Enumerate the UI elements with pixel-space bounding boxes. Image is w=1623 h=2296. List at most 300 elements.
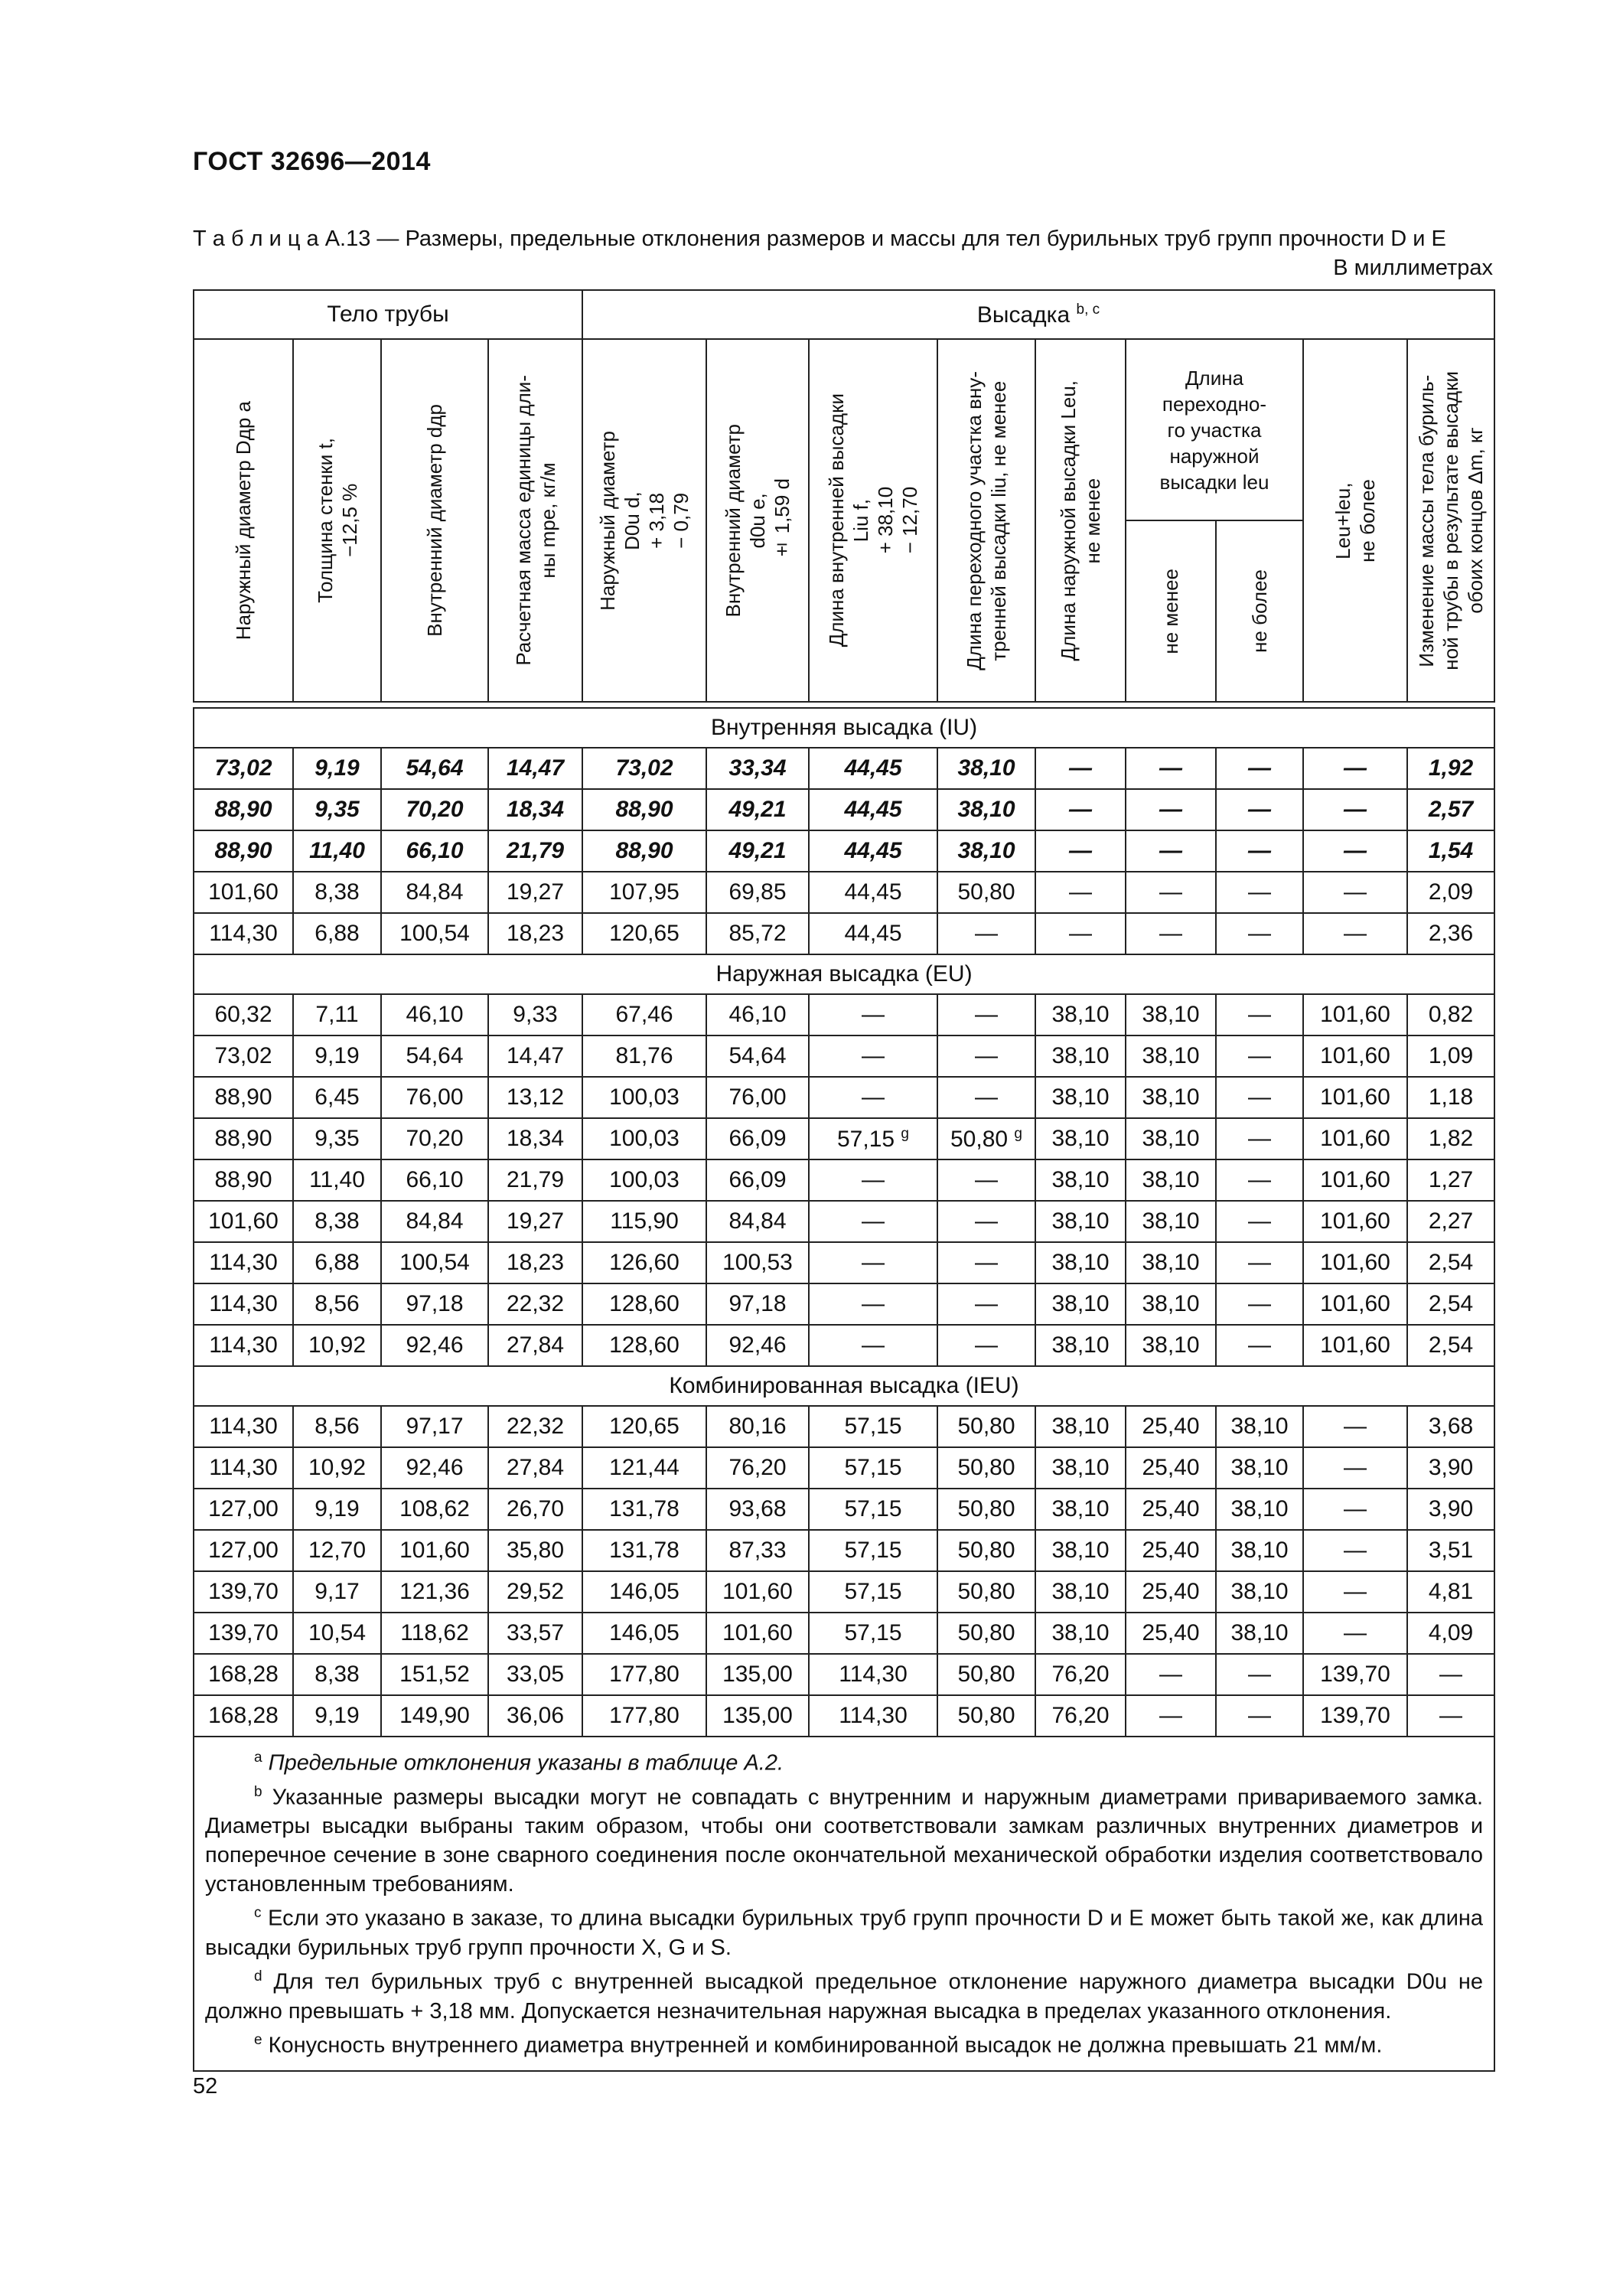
table-cell: 25,40 (1126, 1613, 1216, 1654)
table-cell: 87,33 (706, 1530, 809, 1571)
table-cell: 101,60 (1303, 1035, 1407, 1077)
table-cell: 4,81 (1407, 1571, 1494, 1613)
footnotes (194, 1737, 1494, 2071)
table-cell: 38,10 (1035, 1077, 1126, 1118)
document-header: ГОСТ 32696—2014 (193, 147, 431, 176)
table-cell: 46,10 (381, 994, 488, 1035)
table-row (194, 1077, 1494, 1118)
table-cell: 38,10 (1126, 1035, 1216, 1077)
table-cell: 168,28 (194, 1695, 293, 1737)
table-cell: — (1216, 913, 1303, 954)
table-cell: 22,32 (488, 1283, 582, 1325)
table-cell: 126,60 (582, 1242, 706, 1283)
table-cell: 69,85 (706, 872, 809, 913)
table-cell: 50,80 (937, 1489, 1035, 1530)
table-cell: — (1126, 872, 1216, 913)
table-cell: 33,34 (706, 748, 809, 789)
table-cell: 121,44 (582, 1447, 706, 1489)
table-cell: 3,90 (1407, 1489, 1494, 1530)
table-row (194, 1530, 1494, 1571)
table-cell: 9,33 (488, 994, 582, 1035)
table-cell: 60,32 (194, 994, 293, 1035)
table-cell: — (1303, 1613, 1407, 1654)
table-cell: — (1216, 1159, 1303, 1201)
table-cell: — (1303, 1447, 1407, 1489)
table-row (194, 830, 1494, 872)
table-row (194, 748, 1494, 789)
table-cell: 54,64 (381, 748, 488, 789)
table-row (194, 1035, 1494, 1077)
table-cell: — (937, 1077, 1035, 1118)
table-cell: 25,40 (1126, 1406, 1216, 1447)
table-cell: 88,90 (194, 1159, 293, 1201)
section-header-row (194, 954, 1494, 994)
table-cell: 101,60 (1303, 1118, 1407, 1159)
table-cell: — (1407, 1654, 1494, 1695)
table-cell: 35,80 (488, 1530, 582, 1571)
table-cell: — (1216, 1283, 1303, 1325)
table-cell: 76,20 (706, 1447, 809, 1489)
table-cell: 114,30 (809, 1695, 937, 1737)
table-cell: 38,10 (1035, 994, 1126, 1035)
table-cell: 76,00 (706, 1077, 809, 1118)
table-cell: 100,03 (582, 1077, 706, 1118)
table-cell: 33,57 (488, 1613, 582, 1654)
page-number: 52 (193, 2074, 218, 2099)
table-cell: 115,90 (582, 1201, 706, 1242)
table-cell: — (809, 1035, 937, 1077)
table-cell: 2,54 (1407, 1283, 1494, 1325)
section-header-row (194, 708, 1494, 748)
table-row (194, 1489, 1494, 1530)
table-cell: 101,60 (1303, 1201, 1407, 1242)
col-unit-mass: Расчетная масса единицы дли- ны mpe, кг/м (488, 339, 582, 702)
footnote-a: $^a$ Предельные отклонения указаны в таблице А.2. (254, 1750, 784, 1776)
table-cell: 100,03 (582, 1159, 706, 1201)
table-cell: 76,20 (1035, 1695, 1126, 1737)
table-cell: — (1126, 789, 1216, 830)
table-cell: 2,54 (1407, 1325, 1494, 1366)
table-cell: 38,10 (1126, 1077, 1216, 1118)
table-cell: 9,35 (293, 1118, 381, 1159)
table-cell: 114,30 (194, 913, 293, 954)
section-title: Внутренняя высадка (IU) (194, 708, 1494, 748)
table-row (194, 1571, 1494, 1613)
upset-footnote-marks: b, c (1076, 301, 1100, 318)
table-cell: — (1216, 789, 1303, 830)
table-cell: 3,51 (1407, 1530, 1494, 1571)
table-cell: 1,27 (1407, 1159, 1494, 1201)
table-cell: 38,10 (1035, 1242, 1126, 1283)
table-cell: 88,90 (194, 1077, 293, 1118)
table-cell: 66,10 (381, 1159, 488, 1201)
table-cell: — (1303, 1489, 1407, 1530)
table-cell: 76,00 (381, 1077, 488, 1118)
col-mass-change: Изменение массы тела буриль- ной трубы в результате высадки обоих концов Δm, кг (1407, 339, 1494, 702)
table-cell: 57,15 $^g$ (809, 1118, 937, 1159)
table-cell: — (1126, 1695, 1216, 1737)
table-cell: 101,60 (1303, 1077, 1407, 1118)
table-cell: 88,90 (194, 1118, 293, 1159)
header-divider (194, 702, 1494, 708)
table-row (194, 1447, 1494, 1489)
table-cell: 66,09 (706, 1159, 809, 1201)
table-cell: — (809, 1159, 937, 1201)
table-cell: 67,46 (582, 994, 706, 1035)
table-cell: — (1303, 748, 1407, 789)
table-cell: — (937, 913, 1035, 954)
table-cell: 97,17 (381, 1406, 488, 1447)
table-cell: 38,10 (937, 830, 1035, 872)
table-row (194, 1283, 1494, 1325)
table-cell: 46,10 (706, 994, 809, 1035)
table-cell: 38,10 (937, 789, 1035, 830)
table-cell: 50,80 (937, 1406, 1035, 1447)
table-cell: 44,45 (809, 789, 937, 830)
table-cell: 0,82 (1407, 994, 1494, 1035)
table-cell: 18,34 (488, 1118, 582, 1159)
col-upset-outer-diameter: Наружный диаметр D0u d, + 3,18 − 0,79 (582, 339, 706, 702)
table-container (193, 289, 1494, 2072)
table-cell: 50,80 (937, 1571, 1035, 1613)
table-row (194, 1201, 1494, 1242)
table-cell: — (937, 1035, 1035, 1077)
table-cell: 92,46 (706, 1325, 809, 1366)
table-cell: — (1035, 913, 1126, 954)
table-cell: 66,10 (381, 830, 488, 872)
table-cell: — (937, 1201, 1035, 1242)
table-cell: 101,60 (1303, 994, 1407, 1035)
table-cell: — (1216, 1325, 1303, 1366)
table-cell: 127,00 (194, 1489, 293, 1530)
table-cell: — (1216, 1035, 1303, 1077)
table-cell: 50,80 (937, 1654, 1035, 1695)
table-cell: — (809, 1283, 937, 1325)
table-cell: 114,30 (809, 1654, 937, 1695)
table-cell: 38,10 (1035, 1118, 1126, 1159)
table-cell: — (937, 994, 1035, 1035)
table-cell: — (809, 994, 937, 1035)
table-cell: 1,18 (1407, 1077, 1494, 1118)
table-cell: 19,27 (488, 1201, 582, 1242)
table-cell: 73,02 (582, 748, 706, 789)
table-cell: — (809, 1325, 937, 1366)
table-cell: 9,19 (293, 1035, 381, 1077)
table-cell: 9,19 (293, 1489, 381, 1530)
table-cell: 49,21 (706, 789, 809, 830)
table-cell: — (1303, 830, 1407, 872)
col-inner-diameter: Внутренний диаметр dдр (381, 339, 488, 702)
table-cell: 38,10 (1035, 1489, 1126, 1530)
table-cell: 50,80 (937, 1447, 1035, 1489)
table-cell: — (1216, 748, 1303, 789)
table-cell: 38,10 (1035, 1201, 1126, 1242)
table-cell: 49,21 (706, 830, 809, 872)
footnote-c: $^c$ Если это указано в заказе, то длина высадки бурильных труб групп прочности D и E может быть такой же, как длина высадки бурильных труб групп прочности X, G и S. (205, 1905, 1484, 1960)
table-cell: 100,03 (582, 1118, 706, 1159)
table-cell: 146,05 (582, 1613, 706, 1654)
table-cell: 114,30 (194, 1406, 293, 1447)
table-cell: 38,10 (1216, 1530, 1303, 1571)
table-cell: 38,10 (1216, 1447, 1303, 1489)
table-cell: 73,02 (194, 748, 293, 789)
table-cell: 80,16 (706, 1406, 809, 1447)
table-row (194, 1118, 1494, 1159)
table-cell: 57,15 (809, 1571, 937, 1613)
table-caption: Т а б л и ц а А.13 — Размеры, предельные отклонения размеров и массы для тел бурильных труб групп прочности D и E (193, 227, 1446, 251)
table-cell: 139,70 (1303, 1695, 1407, 1737)
table-cell: 38,10 (937, 748, 1035, 789)
table-body (194, 708, 1494, 1737)
table-cell: 57,15 (809, 1447, 937, 1489)
table-row (194, 1695, 1494, 1737)
table-cell: 93,68 (706, 1489, 809, 1530)
table-cell: 101,60 (706, 1613, 809, 1654)
table-cell: 18,23 (488, 913, 582, 954)
table-cell: 88,90 (582, 789, 706, 830)
table-cell: 38,10 (1126, 1118, 1216, 1159)
table-cell: 84,84 (381, 1201, 488, 1242)
table-cell: 3,68 (1407, 1406, 1494, 1447)
col-internal-taper-length: Длина переходного участка вну- тренней высадки liu, не менее (937, 339, 1035, 702)
table-cell: 38,10 (1035, 1035, 1126, 1077)
table-cell: — (1035, 789, 1126, 830)
table-cell: — (1216, 1242, 1303, 1283)
table-cell: 57,15 (809, 1489, 937, 1530)
table-cell: 44,45 (809, 830, 937, 872)
col-external-taper-length: Длина переходно- го участка наружной высадки leu (1126, 339, 1303, 520)
table-cell: — (1303, 1406, 1407, 1447)
table-cell: 100,53 (706, 1242, 809, 1283)
table-cell: — (809, 1077, 937, 1118)
data-table (193, 289, 1495, 2072)
table-cell: 11,40 (293, 1159, 381, 1201)
table-cell: 66,09 (706, 1118, 809, 1159)
table-cell: 81,76 (582, 1035, 706, 1077)
table-cell: 70,20 (381, 1118, 488, 1159)
table-cell: 101,60 (1303, 1242, 1407, 1283)
table-cell: 84,84 (381, 872, 488, 913)
table-cell: 4,09 (1407, 1613, 1494, 1654)
table-cell: 121,36 (381, 1571, 488, 1613)
table-cell: 177,80 (582, 1695, 706, 1737)
table-cell: 57,15 (809, 1530, 937, 1571)
table-cell: 120,65 (582, 1406, 706, 1447)
table-cell: 25,40 (1126, 1571, 1216, 1613)
table-cell: — (1126, 913, 1216, 954)
table-cell: 6,88 (293, 913, 381, 954)
table-cell: 8,56 (293, 1283, 381, 1325)
table-cell: 114,30 (194, 1242, 293, 1283)
table-cell: 27,84 (488, 1325, 582, 1366)
table-cell: — (1216, 1201, 1303, 1242)
table-cell: 88,90 (582, 830, 706, 872)
table-cell: 2,54 (1407, 1242, 1494, 1283)
table-cell: 11,40 (293, 830, 381, 872)
table-cell: 21,79 (488, 830, 582, 872)
table-cell: 21,79 (488, 1159, 582, 1201)
table-cell: 101,60 (1303, 1325, 1407, 1366)
table-cell: 38,10 (1126, 1242, 1216, 1283)
table-cell: 38,10 (1035, 1447, 1126, 1489)
table-cell: 73,02 (194, 1035, 293, 1077)
table-cell: 92,46 (381, 1447, 488, 1489)
table-cell: — (1216, 994, 1303, 1035)
table-cell: — (1035, 872, 1126, 913)
table-cell: 44,45 (809, 872, 937, 913)
table-cell: 38,10 (1216, 1613, 1303, 1654)
table-cell: — (1216, 1654, 1303, 1695)
table-cell: — (937, 1325, 1035, 1366)
table-cell: 13,12 (488, 1077, 582, 1118)
table-cell: 18,34 (488, 789, 582, 830)
table-cell: — (1303, 1530, 1407, 1571)
table-cell: — (1216, 1118, 1303, 1159)
table-cell: 101,60 (194, 1201, 293, 1242)
table-cell: — (1035, 748, 1126, 789)
table-cell: 101,60 (1303, 1283, 1407, 1325)
table-cell: 2,57 (1407, 789, 1494, 830)
col-internal-upset-length: Длина внутренней высадки Liu f, + 38,10 − 12,70 (809, 339, 937, 702)
table-row (194, 1406, 1494, 1447)
table-row (194, 1242, 1494, 1283)
table-cell: 14,47 (488, 1035, 582, 1077)
table-cell: 38,10 (1126, 1159, 1216, 1201)
table-cell: 9,17 (293, 1571, 381, 1613)
table-cell: 114,30 (194, 1283, 293, 1325)
table-cell: 7,11 (293, 994, 381, 1035)
col-total-external-length: Leu+leu, не более (1303, 339, 1407, 702)
table-cell: — (937, 1283, 1035, 1325)
table-row (194, 994, 1494, 1035)
table-cell: 149,90 (381, 1695, 488, 1737)
table-cell: 38,10 (1035, 1571, 1126, 1613)
table-cell: 128,60 (582, 1283, 706, 1325)
table-cell: 12,70 (293, 1530, 381, 1571)
table-cell: 10,92 (293, 1325, 381, 1366)
table-cell: 50,80 (937, 1613, 1035, 1654)
table-cell: 6,88 (293, 1242, 381, 1283)
table-cell: 33,05 (488, 1654, 582, 1695)
table-cell: 8,38 (293, 1201, 381, 1242)
table-cell: 25,40 (1126, 1530, 1216, 1571)
table-cell: 101,60 (194, 872, 293, 913)
col-external-upset-length: Длина наружной высадки Leu, не менее (1035, 339, 1126, 702)
table-cell: 9,19 (293, 1695, 381, 1737)
table-cell: 38,10 (1216, 1571, 1303, 1613)
table-cell: 168,28 (194, 1654, 293, 1695)
table-row (194, 1159, 1494, 1201)
table-cell: — (809, 1201, 937, 1242)
table-cell: 114,30 (194, 1447, 293, 1489)
units-label: В миллиметрах (1333, 256, 1493, 280)
table-cell: 8,38 (293, 872, 381, 913)
table-cell: 27,84 (488, 1447, 582, 1489)
table-cell: 101,60 (1303, 1159, 1407, 1201)
table-cell: 1,92 (1407, 748, 1494, 789)
table-cell: 38,10 (1035, 1283, 1126, 1325)
footnote-d: $^d$ Для тел бурильных труб с внутренней высадкой предельное отклонение наружного диаметра высадки D0u не должно превышать + 3,18 мм. Допускается незначительная наружная высадка в пределах указанного отклонения. (205, 1968, 1484, 2024)
table-cell: 76,20 (1035, 1654, 1126, 1695)
table-cell: 88,90 (194, 830, 293, 872)
table-cell: — (937, 1159, 1035, 1201)
table-cell: 57,15 (809, 1613, 937, 1654)
table-cell: 36,06 (488, 1695, 582, 1737)
table-cell: 127,00 (194, 1530, 293, 1571)
table-row (194, 1613, 1494, 1654)
table-cell: 44,45 (809, 748, 937, 789)
table-cell: 139,70 (194, 1613, 293, 1654)
table-cell: 2,36 (1407, 913, 1494, 954)
table-cell: 101,60 (706, 1571, 809, 1613)
table-cell: 3,90 (1407, 1447, 1494, 1489)
table-cell: 1,54 (1407, 830, 1494, 872)
table-cell: 120,65 (582, 913, 706, 954)
table-cell: 29,52 (488, 1571, 582, 1613)
table-cell: 84,84 (706, 1201, 809, 1242)
table-cell: 57,15 (809, 1406, 937, 1447)
section-header-row (194, 1366, 1494, 1406)
table-cell: 19,27 (488, 872, 582, 913)
table-cell: 107,95 (582, 872, 706, 913)
table-cell: — (1216, 1695, 1303, 1737)
table-cell: — (1216, 872, 1303, 913)
table-cell: — (937, 1242, 1035, 1283)
table-cell: 118,62 (381, 1613, 488, 1654)
table-cell: 88,90 (194, 789, 293, 830)
table-cell: 97,18 (381, 1283, 488, 1325)
group-header-body: Тело трубы (194, 290, 582, 339)
table-cell: 50,80 $^g$ (937, 1118, 1035, 1159)
table-cell: 6,45 (293, 1077, 381, 1118)
section-title: Комбинированная высадка (IEU) (194, 1366, 1494, 1406)
table-cell: 44,45 (809, 913, 937, 954)
table-cell: 38,10 (1126, 1283, 1216, 1325)
table-cell: — (1303, 872, 1407, 913)
table-cell: 38,10 (1035, 1530, 1126, 1571)
table-cell: 18,23 (488, 1242, 582, 1283)
col-taper-max: не более (1216, 520, 1303, 702)
table-row (194, 1654, 1494, 1695)
footnote-b: $^b$ Указанные размеры высадки могут не совпадать с внутренним и наружным диаметрами привариваемого замка. Диаметры высадки выбраны таким образом, чтобы они соответствовали замкам различных внутренних диаметров и поперечное сечение в зоне сварного соединения после окончательной механической обработки изделия соответствовало установленным требованиям. (205, 1783, 1484, 1897)
table-cell: 26,70 (488, 1489, 582, 1530)
table-cell: 38,10 (1216, 1489, 1303, 1530)
table-row (194, 789, 1494, 830)
table-cell: — (1126, 830, 1216, 872)
table-cell: 38,10 (1035, 1613, 1126, 1654)
table-cell: 146,05 (582, 1571, 706, 1613)
table-cell: 151,52 (381, 1654, 488, 1695)
table-cell: 1,82 (1407, 1118, 1494, 1159)
table-cell: — (1216, 830, 1303, 872)
table-cell: 139,70 (1303, 1654, 1407, 1695)
table-cell: 38,10 (1035, 1406, 1126, 1447)
col-upset-inner-diameter: Внутренний диаметр d0u e, ± 1,59 d (706, 339, 809, 702)
table-cell: — (1303, 1571, 1407, 1613)
table-cell: 50,80 (937, 1695, 1035, 1737)
table-cell: — (809, 1242, 937, 1283)
table-cell: — (1035, 830, 1126, 872)
table-row (194, 872, 1494, 913)
table-cell: 131,78 (582, 1530, 706, 1571)
table-cell: 50,80 (937, 1530, 1035, 1571)
table-cell: 1,09 (1407, 1035, 1494, 1077)
table-cell: 128,60 (582, 1325, 706, 1366)
table-cell: 100,54 (381, 1242, 488, 1283)
table-row (194, 913, 1494, 954)
table-cell: 14,47 (488, 748, 582, 789)
table-cell: 38,10 (1035, 1325, 1126, 1366)
